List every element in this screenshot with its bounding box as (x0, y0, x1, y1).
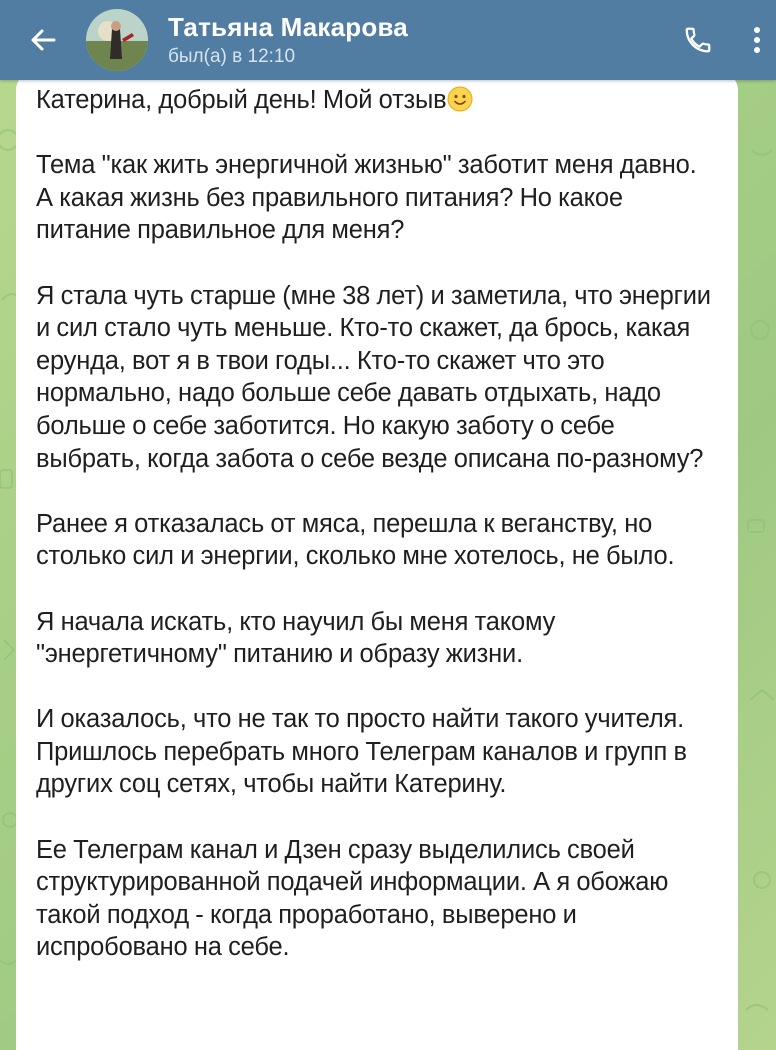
back-button[interactable] (0, 0, 86, 80)
message-greeting: Катерина, добрый день! Мой отзыв (36, 86, 447, 114)
chat-title: Татьяна Макарова (168, 12, 408, 42)
avatar[interactable] (86, 9, 148, 71)
message-paragraph-2: Я стала чуть старше (мне 38 лет) и заметила, что энергии и сил стало чуть меньше. Кто-то скажет, да брось, какая ерунда, вот я в твои годы... Кто-то скажет что это нормально, надо больше себе давать отдыхать, надо больше о себе заботится. Но какую заботу о себе выбрать, когда забота о себе везде описана по-разному? (36, 281, 718, 473)
more-vertical-icon (753, 26, 761, 54)
arrow-left-icon (29, 26, 57, 54)
slightly-smiling-face-icon (447, 86, 473, 112)
message-paragraph-1: Тема "как жить энергичной жизнью" заботит меня давно. А какая жизнь без правильного питания? Но какое питание правильное для меня? (36, 151, 703, 245)
message-paragraph-3: Ранее я отказалась от мяса, перешла к веганству, но столько сил и энергии, сколько мне хотелось, не было. (36, 509, 675, 571)
message-text (36, 84, 718, 964)
chat-title-block[interactable] (168, 12, 408, 68)
message-paragraph-6: Ее Телеграм канал и Дзен сразу выделились своей структурированной подачей информации. А я обожаю такой подход - когда проработано, выверено и испробовано на себе. (36, 835, 675, 962)
message-paragraph-5: И оказалось, что не так то просто найти такого учителя. Пришлось перебрать много Телеграм каналов и групп в других соц сетях, чтобы найти Катерину. (36, 705, 694, 799)
more-options-button[interactable] (742, 0, 772, 80)
message-bubble[interactable] (16, 72, 738, 1050)
last-seen-status: был(а) в 12:10 (168, 46, 296, 67)
avatar-photo (86, 9, 148, 71)
message-paragraph-4: Я начала искать, кто научил бы меня такому "энергетичному" питанию и образу жизни. (36, 607, 562, 669)
phone-icon (683, 25, 713, 55)
call-button[interactable] (668, 0, 728, 80)
chat-header (0, 0, 776, 80)
